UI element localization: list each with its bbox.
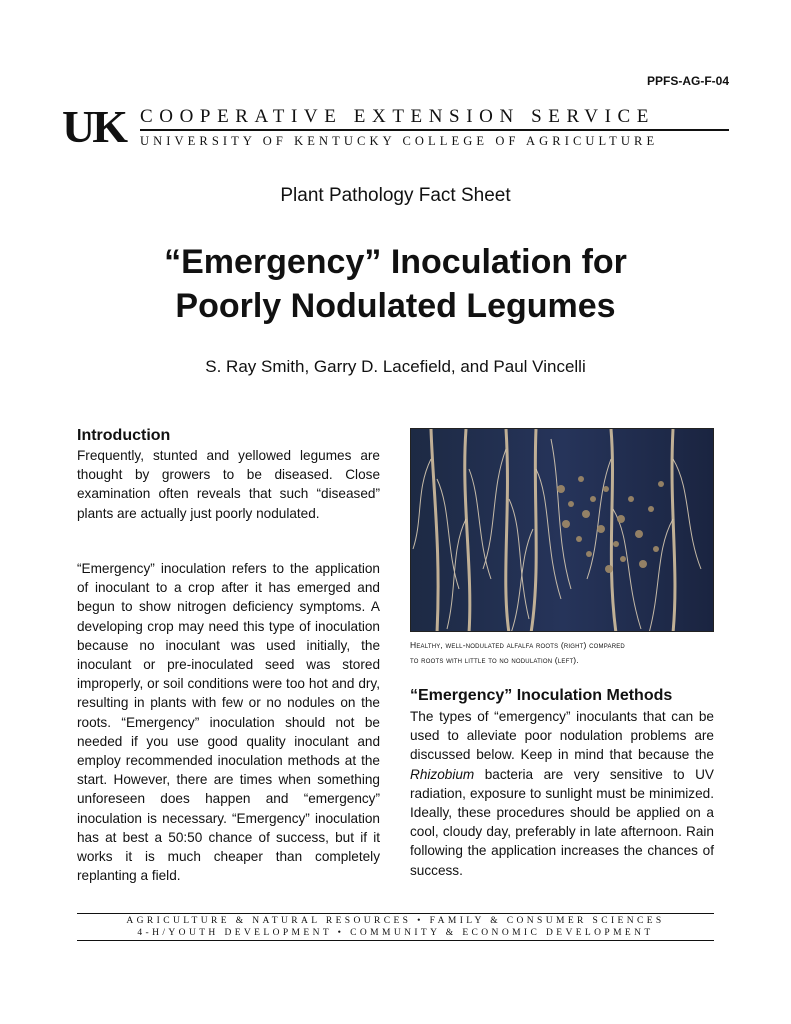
footer-rule-top	[77, 913, 714, 914]
page-title	[0, 240, 791, 328]
title-line-1: “Emergency” Inoculation for	[164, 243, 627, 281]
document-id: PPFS-AG-F-04	[646, 74, 729, 88]
methods-paragraph	[410, 707, 714, 880]
intro-paragraph-1: Frequently, stunted and yellowed legumes are thought by growers to be diseased. Close examination often reveals that such “diseased” plants are actually just poorly nodulated.	[77, 448, 380, 521]
footer-rule-bottom	[77, 940, 714, 941]
intro-paragraph-2: “Emergency” inoculation refers to the application of inoculant to a crop after it has emerged and begun to show nitrogen deficiency symptoms. A developing crop may need this type of inoculation because no inoculant was used initially, the inoculant or pre-inoculated seed was stored improperly, or soil conditions were too hot and dry, resulting in plants with few or no nodules on the roots. “Emergency” inoculation should not be needed if you use good quality inoculant and employ recommended inoculation methods at the start. However, there are times when something unforeseen does happen and “emergency” inoculation is necessary. “Emergency” inoculation has at best a 50:50 chance of success, but if it works it is much cheaper than completely replanting a field.	[77, 561, 380, 884]
caption-line-1: Healthy, well-nodulated alfalfa roots (right) compared	[410, 640, 625, 650]
authors: S. Ray Smith, Garry D. Lacefield, and Paul Vincelli	[205, 357, 586, 376]
header-rule	[140, 129, 729, 131]
methods-text-1: The types of “emergency” inoculants that can be used to alleviate poor nodulation problems are discussed below. Keep in mind that because the	[410, 709, 714, 763]
rhizobium-term: Rhizobium	[410, 766, 475, 782]
alfalfa-roots-photo	[410, 428, 714, 632]
methods-heading: “Emergency” Inoculation Methods	[410, 687, 673, 704]
intro-heading: Introduction	[77, 427, 171, 444]
footer-line-2: 4-H/YOUTH DEVELOPMENT • COMMUNITY & ECONOMIC DEVELOPMENT	[137, 928, 654, 938]
footer-line-1: AGRICULTURE & NATURAL RESOURCES • FAMILY & CONSUMER SCIENCES	[126, 916, 665, 926]
title-line-2: Poorly Nodulated Legumes	[175, 287, 616, 325]
caption-line-2: to roots with little to no nodulation (left).	[410, 655, 579, 665]
uk-logo: UK	[62, 101, 125, 152]
series-title: Plant Pathology Fact Sheet	[280, 185, 511, 206]
photo-caption	[410, 638, 716, 668]
methods-text-2: bacteria are very sensitive to UV radiation, exposure to sunlight must be minimized. Ideally, these procedures should be applied on a cool, cloudy day, preferably in late afternoon. Rain following the application increases the chances of success.	[410, 766, 714, 878]
university-line: UNIVERSITY OF KENTUCKY COLLEGE OF AGRICULTURE	[140, 134, 659, 148]
org-name: COOPERATIVE EXTENSION SERVICE	[140, 106, 655, 127]
